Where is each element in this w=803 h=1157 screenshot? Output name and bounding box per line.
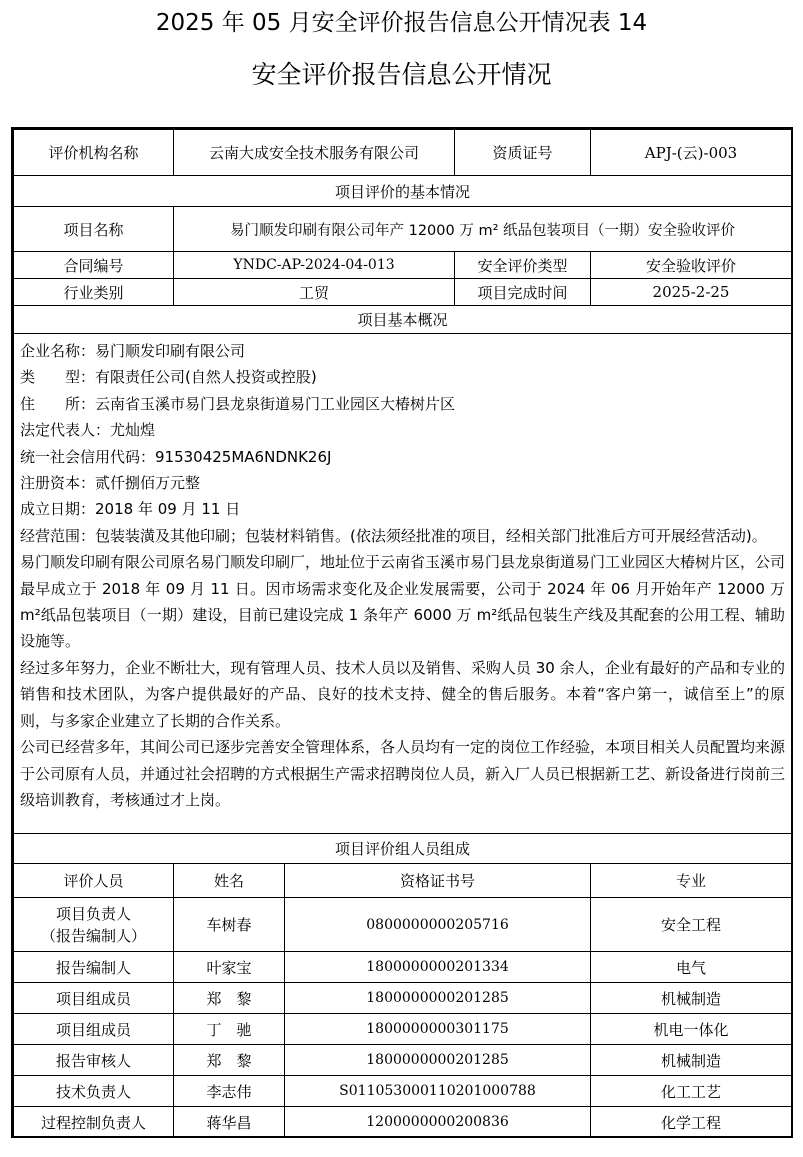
member-role: 报告审核人 — [14, 1045, 174, 1076]
contract-row — [14, 252, 792, 279]
company-name-line: 企业名称：易门顺发印刷有限公司 — [20, 342, 246, 360]
table-row — [14, 898, 792, 952]
industry-row — [14, 279, 792, 306]
project-name-row — [14, 207, 792, 252]
table-row — [14, 952, 792, 983]
member-name: 丁 驰 — [174, 1014, 285, 1045]
table-row — [14, 1076, 792, 1107]
industry-label: 行业类别 — [14, 279, 174, 306]
finish-label: 项目完成时间 — [455, 279, 591, 306]
member-role: 过程控制负责人 — [14, 1107, 174, 1138]
member-cert: 1200000000200836 — [285, 1107, 591, 1138]
table-row — [14, 983, 792, 1014]
basic-section-title: 项目评价的基本情况 — [14, 176, 792, 207]
table-row — [14, 1014, 792, 1045]
industry-value: 工贸 — [174, 279, 455, 306]
team-paragraph: 经过多年努力，企业不断壮大，现有管理人员、技术人员以及销售、采购人员 30 余人，企业有最好的产品和专业的销售和技术团队，为客户提供最好的产品、良好的技术支持、健全的售后服务。本着“客户第一，诚信至上”的原则，与多家企业建立了长期的合作关系。 — [20, 658, 786, 730]
overview-content — [14, 334, 792, 834]
member-major: 机械制造 — [591, 1045, 792, 1076]
team-section-row — [14, 834, 792, 864]
member-cert: 1800000000201334 — [285, 952, 591, 983]
member-cert: 0800000000205716 — [285, 898, 591, 952]
document-subtitle: 安全评价报告信息公开情况 — [251, 60, 552, 89]
member-role: 报告编制人 — [14, 952, 174, 983]
project-name-label: 项目名称 — [14, 207, 174, 252]
overview-section-row — [14, 306, 792, 334]
eval-type-value: 安全验收评价 — [591, 252, 792, 279]
member-cert: 1800000000201285 — [285, 983, 591, 1014]
member-cert: 1800000000201285 — [285, 1045, 591, 1076]
team-section-title: 项目评价组人员组成 — [14, 834, 792, 864]
capital-line: 注册资本：贰仟捌佰万元整 — [20, 474, 201, 493]
member-name: 蒋华昌 — [174, 1107, 285, 1138]
org-value: 云南大成安全技术服务有限公司 — [174, 130, 455, 176]
member-role-line1: 项目负责人 — [55, 904, 131, 923]
member-name: 李志伟 — [174, 1076, 285, 1107]
member-name: 车树春 — [174, 898, 285, 952]
document-title: 2025 年 05 月安全评价报告信息公开情况表 14 — [155, 10, 648, 36]
member-name: 郑 黎 — [174, 983, 285, 1014]
member-role: 技术负责人 — [14, 1076, 174, 1107]
header-major: 专业 — [591, 864, 792, 898]
member-cert: S011053000110201000788 — [285, 1076, 591, 1107]
member-role — [14, 898, 174, 952]
member-major: 机电一体化 — [591, 1014, 792, 1045]
project-name-value: 易门顺发印刷有限公司年产 12000 万 m² 纸品包装项目（一期）安全验收评价 — [174, 207, 792, 252]
info-table-frame — [11, 127, 793, 1138]
member-major: 电气 — [591, 952, 792, 983]
org-label: 评价机构名称 — [14, 130, 174, 176]
member-role: 项目组成员 — [14, 983, 174, 1014]
cert-label: 资质证号 — [455, 130, 591, 176]
company-address-line: 住 所：云南省玉溪市易门县龙泉街道易门工业园区大椿树片区 — [20, 394, 456, 413]
table-row — [14, 1045, 792, 1076]
contract-label: 合同编号 — [14, 252, 174, 279]
member-role: 项目组成员 — [14, 1014, 174, 1045]
business-scope-paragraph: 经营范围：包装装潢及其他印刷；包装材料销售。(依法须经批准的项目，经相关部门批准后方可开展经营活动)。 — [20, 526, 767, 545]
founded-line: 成立日期：2018 年 09 月 11 日 — [20, 500, 241, 519]
overview-row — [14, 334, 792, 834]
member-major: 化学工程 — [591, 1107, 792, 1138]
header-cert: 资格证书号 — [285, 864, 591, 898]
legal-rep-line: 法定代表人：尤灿煌 — [20, 421, 156, 440]
member-major: 化工工艺 — [591, 1076, 792, 1107]
info-table — [13, 129, 792, 1138]
finish-value: 2025-2-25 — [591, 279, 792, 306]
eval-type-label: 安全评价类型 — [455, 252, 591, 279]
member-major: 安全工程 — [591, 898, 792, 952]
company-type-line: 类 型：有限责任公司(自然人投资或控股) — [20, 368, 317, 387]
member-name: 叶家宝 — [174, 952, 285, 983]
team-header-row — [14, 864, 792, 898]
org-row — [14, 130, 792, 176]
overview-section-title: 项目基本概况 — [14, 306, 792, 334]
header-name: 姓名 — [174, 864, 285, 898]
cert-value: APJ-(云)-003 — [591, 130, 792, 176]
credit-code-line: 统一社会信用代码：91530425MA6NDNK26J — [20, 447, 332, 466]
header-role: 评价人员 — [14, 864, 174, 898]
member-major: 机械制造 — [591, 983, 792, 1014]
safety-management-paragraph: 公司已经营多年，其间公司已逐步完善安全管理体系，各人员均有一定的岗位工作经验，本项目相关人员配置均来源于公司原有人员，并通过社会招聘的方式根据生产需求招聘岗位人员，新入厂人员已根据新工艺、新设备进行岗前三级培训教育，考核通过才上岗。 — [20, 738, 786, 809]
member-name: 郑 黎 — [174, 1045, 285, 1076]
member-cert: 1800000000301175 — [285, 1014, 591, 1045]
basic-section-row — [14, 176, 792, 207]
table-row — [14, 1107, 792, 1138]
contract-value: YNDC-AP-2024-04-013 — [174, 252, 455, 279]
member-role-line2: （报告编制人） — [40, 926, 146, 945]
history-paragraph: 易门顺发印刷有限公司原名易门顺发印刷厂，地址位于云南省玉溪市易门县龙泉街道易门工业园区大椿树片区，公司最早成立于 2018 年 09 月 11 日。因市场需求变化及企业发展需要，公司于 2024 年 06 月开始年产 12000 万 m²纸品包装项目（一期）建设，目前已建设完成 1 条年产 6000 万 m²纸品包装生产线及其配套的公用工程、辅助设施等。 — [20, 553, 786, 651]
